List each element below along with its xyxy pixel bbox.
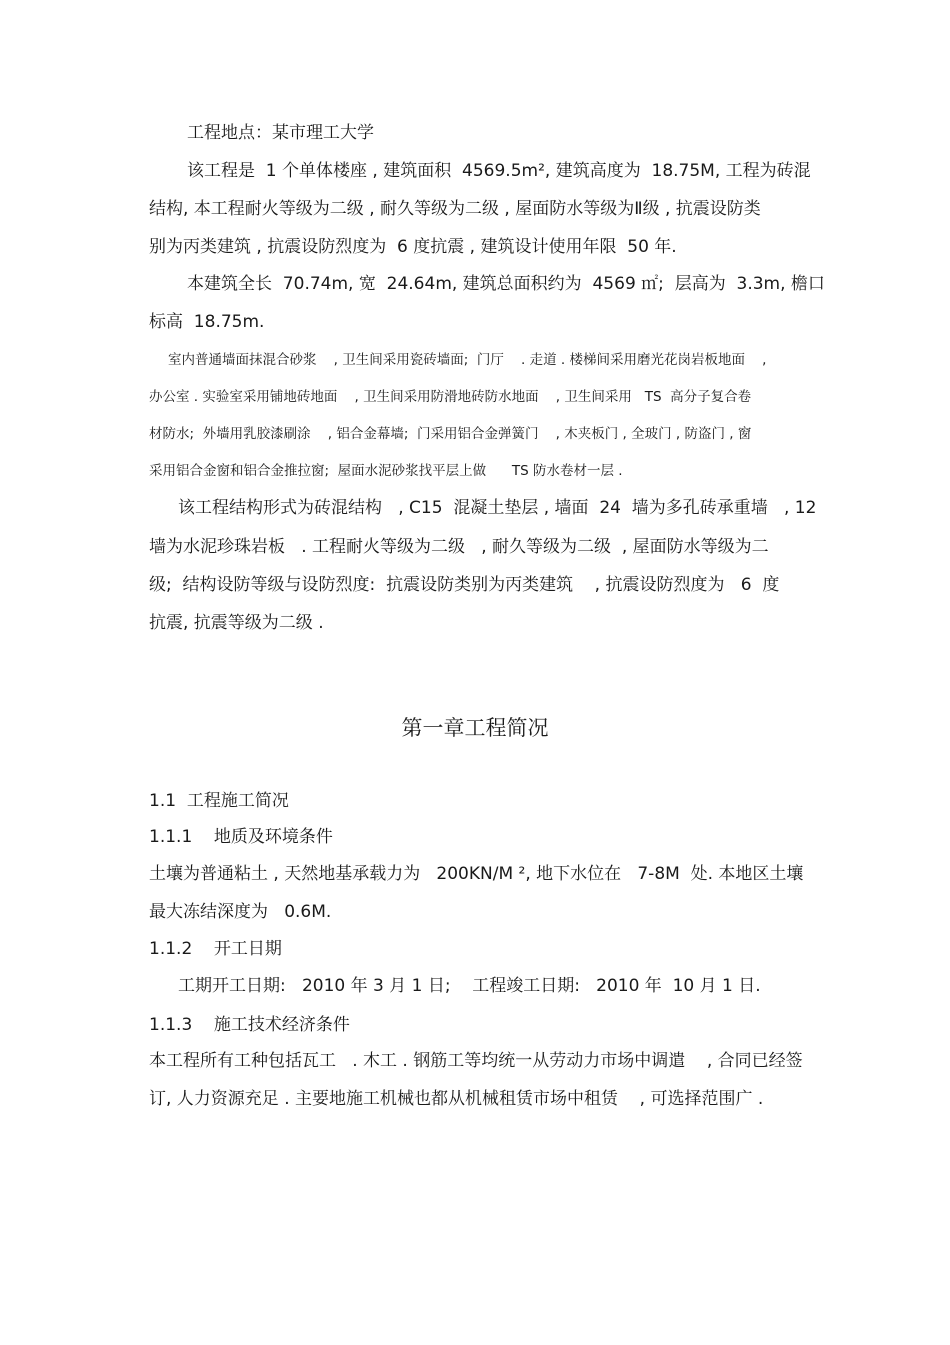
paragraph-line: 结构, 本工程耐火等级为二级 , 耐久等级为二级 , 屋面防水等级为Ⅱ级 , 抗震设防类 [149,199,761,219]
paragraph-line: 本建筑全长 70.74m, 宽 24.64m, 建筑总面积约为 4569 ㎡; 层高为 3.3m, 檐口 [187,274,825,294]
section-heading: 1.1 工程施工简况 [149,791,289,811]
paragraph-line: 该工程结构形式为砖混结构 , C15 混凝土垫层 , 墙面 24 墙为多孔砖承重墙 , 12 [178,498,817,518]
paragraph-line: 材防水; 外墙用乳胶漆刷涂 , 铝合金幕墙; 门采用铝合金弹簧门 , 木夹板门 , 全玻门 , 防盗门 , 窗 [149,426,752,442]
chapter-title: 第一章工程简况 [401,716,549,740]
paragraph-line: 采用铝合金窗和铝合金推拉窗; 屋面水泥砂浆找平层上做 TS 防水卷材一层 . [149,463,623,479]
location-line: 工程地点：某市理工大学 [187,123,374,143]
paragraph-line: 订, 人力资源充足 . 主要地施工机械也都从机械租赁市场中租赁 , 可选择范围广 . [149,1089,764,1109]
subsection-heading: 1.1.3 施工技术经济条件 [149,1015,350,1035]
paragraph-line: 抗震, 抗震等级为二级 . [149,613,324,633]
paragraph-line: 最大冻结深度为 0.6M. [149,902,332,922]
paragraph-line: 别为丙类建筑 , 抗震设防烈度为 6 度抗震 , 建筑设计使用年限 50 年. [149,237,677,257]
subsection-heading: 1.1.2 开工日期 [149,939,282,959]
paragraph-line: 该工程是 1 个单体楼座 , 建筑面积 4569.5m², 建筑高度为 18.75M, 工程为砖混 [187,161,811,181]
paragraph-line: 办公室 . 实验室采用铺地砖地面 , 卫生间采用防滑地砖防水地面 , 卫生间采用 TS 高分子复合卷 [149,389,752,405]
paragraph-line: 工期开工日期: 2010 年 3 月 1 日; 工程竣工日期: 2010 年 10 月 1 日. [178,976,761,996]
subsection-heading: 1.1.1 地质及环境条件 [149,827,333,847]
paragraph-line: 室内普通墙面抹混合砂浆 , 卫生间采用瓷砖墙面; 门厅 . 走道 . 楼梯间采用磨光花岗岩板地面 , [168,352,767,368]
paragraph-line: 墙为水泥珍珠岩板 . 工程耐火等级为二级 , 耐久等级为二级 , 屋面防水等级为二 [149,537,769,557]
paragraph-line: 级; 结构设防等级与设防烈度: 抗震设防类别为丙类建筑 , 抗震设防烈度为 6 度 [149,575,780,595]
paragraph-line: 本工程所有工种包括瓦工 . 木工 . 钢筋工等均统一从劳动力市场中调遣 , 合同已经签 [149,1051,803,1071]
paragraph-line: 土壤为普通粘土 , 天然地基承载力为 200KN/M ², 地下水位在 7-8M 处. 本地区土壤 [149,864,804,884]
paragraph-line: 标高 18.75m. [149,312,265,332]
